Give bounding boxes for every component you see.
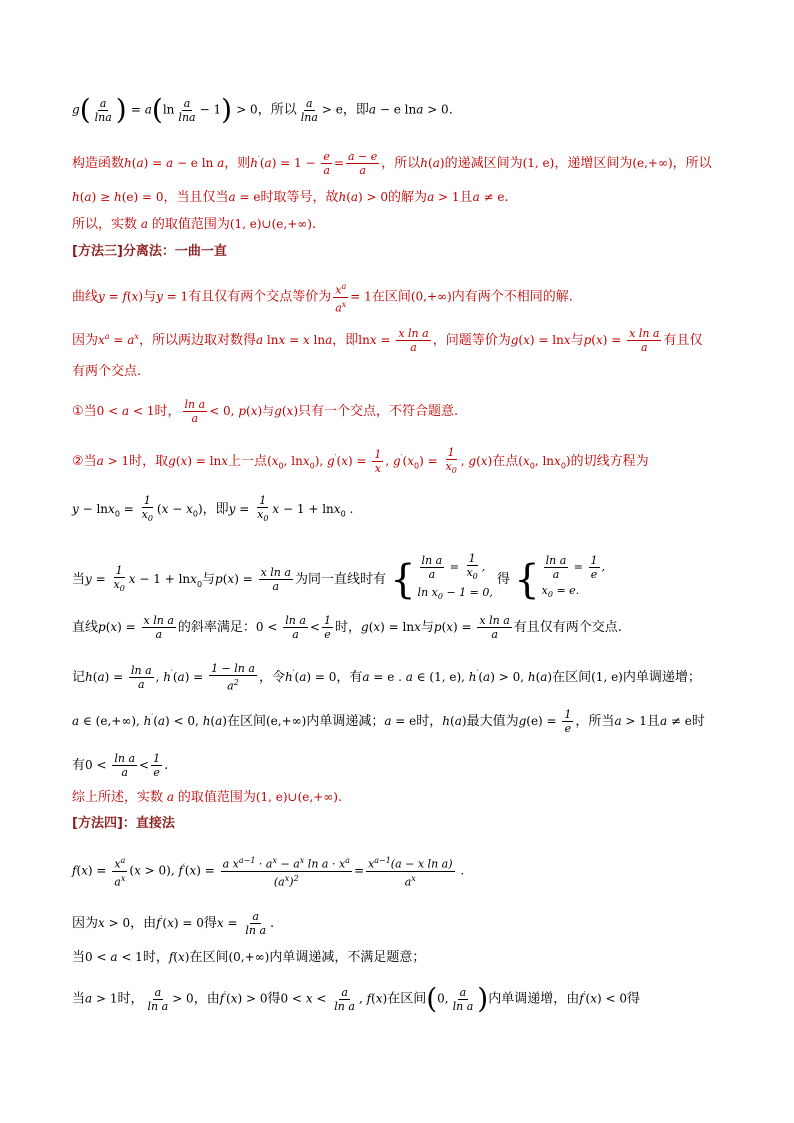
text-segment: ，则 (224, 156, 251, 171)
text-segment: 内单调递增，由 (488, 991, 580, 1007)
text-segment: 当 (83, 404, 97, 419)
text-segment: ，所当 (575, 714, 615, 729)
text-segment: 在区间 (189, 950, 229, 965)
text-segment: 当 (83, 454, 97, 470)
text-segment: . (164, 758, 169, 773)
text-segment: . (337, 790, 343, 805)
text-segment: 有且仅有两个交点等价为 (188, 289, 332, 305)
text-segment: 构造函数 (72, 156, 125, 171)
text-segment: 得 (203, 916, 217, 931)
text-segment: 得 (267, 991, 281, 1007)
text-segment: ，问题等价为 (432, 333, 511, 348)
text-segment: 当 (72, 991, 86, 1007)
text-segment: 有两个交点. (72, 364, 142, 379)
equation-line-17: 综上所述，实数 a 的取值范围为(1, e)∪(e,+∞). (72, 790, 343, 805)
text-segment: 最大值为 (466, 714, 519, 729)
heading-text: [方法三]分离法：一曲一直 (72, 244, 227, 259)
equation-line-13: 直线p(x) = $\frac{\text{x ln a}}{a}$ 的斜率满足：0 < $\frac{\text{ln a}}{a}$ < $\frac{1}{e}$ 时，g(x) = lnx与p(x) = $\frac{\text{x ln a}}{a}$ 有且仅有两个交点. (72, 614, 622, 641)
equation-line-19: f(x) = $\frac{x^a}{a^x}$ (x > 0), f′(x) = $\frac{a x^{a-1} \cdot a^x - a^x \ln a \cdot x^a}{(a^x)^2}$ = $\frac{x^{a-1}(a - x \ln a)}{a^x}$ . (72, 856, 465, 889)
text-segment: 时， (334, 620, 361, 635)
text-segment: 综上所述，实数 (72, 790, 164, 805)
text-segment: ，由 (130, 916, 157, 931)
text-segment: 时， (117, 991, 144, 1007)
text-segment: 内单调递减，不满足题意； (269, 950, 426, 965)
text-segment: 当 (72, 950, 86, 965)
equation-line-15: a ∈ (e,+∞), h′(a) < 0, h(a)在区间(e,+∞)内单调递减；a = e时，h(a)最大值为g(e) = $\frac{1}{e}$ ，所当a > 1且a ≠ e时 (72, 708, 705, 735)
equation-line-21: 当0 < a < 1时，f(x)在区间(0,+∞)内单调递减，不满足题意； (72, 950, 426, 965)
text-segment: ，即 (342, 102, 369, 118)
text-segment: 时， (142, 950, 169, 965)
text-segment: 的解为 (388, 190, 428, 205)
text-segment: ，所以 (257, 102, 297, 118)
text-segment: ，所以两边取对数得 (138, 333, 256, 348)
equation-line-3: h(a) ≥ h(e) = 0，当且仅当a = e时取等号，故h(a) > 0的解为a > 1且a ≠ e. (72, 190, 509, 205)
section-heading-method-3 (72, 243, 227, 261)
text-segment: 时 (691, 714, 705, 729)
circled-number: ② (72, 454, 84, 470)
text-segment: . (448, 102, 453, 118)
text-segment: . (311, 217, 317, 232)
equation-line-4: 所以，实数 a 的取值范围为(1, e)∪(e,+∞). (72, 217, 317, 232)
equation-line-9: ①当0 < a < 1时， $\frac{\text{ln a}}{a}$ < 0, p(x)与g(x)只有一个交点，不符合题意. (72, 398, 459, 425)
heading-text: [方法四]：直接法 (72, 816, 175, 831)
equation-system-2: { $\frac{\text{ln a}}{a}$ = $\frac{1}{e}$ , $x_0 = e$. (514, 554, 606, 603)
equation-line-1: g( $\frac{a}{\ln a}$ ) = a(ln $\frac{a}{\ln a}$ − 1) > 0，所以 $\frac{a}{\ln a}$ > e，即a − e lna > 0. (72, 93, 453, 126)
text-segment: 且 (646, 714, 660, 729)
text-segment: 因为 (72, 916, 99, 931)
text-segment: 所以，实数 (72, 217, 138, 232)
equation-line-7: 因为$x^a = a^x$，所以两边取对数得a lnx = x lna，即lnx = $\frac{\text{x ln a}}{a}$ ，问题等价为g(x) = lnx与p(x) = $\frac{\text{x ln a}}{a}$ 有且仅 (72, 327, 703, 354)
text-segment: 因为 (72, 333, 99, 348)
text-segment: 与 (202, 572, 216, 588)
equation-line-14: 记h(a) = $\frac{\text{ln a}}{a}$ , h′(a) = $\frac{\text{1 − ln a}}{a^2}$ ，令h′(a) = 0，有a = e . a ∈ (1, e), h′(a) > 0, h(a)在区间(1, e)内单调递增； (72, 662, 701, 693)
equation-line-10: ②当a > 1时，取g(x) = lnx上一点($x_0$, lnx$_0$), g′(x) = $\frac{1}{x}$ , $g'(x_0)$ = $\frac{1}{x_0}$ , g(x)在点($x_0$, lnx$_0$)的切线方程为 (72, 446, 649, 476)
text-segment: 有且仅有两个交点. (513, 620, 622, 635)
text-segment: 与 (143, 289, 157, 305)
text-segment: 与 (420, 620, 434, 635)
text-segment: ，所以 (672, 156, 712, 171)
text-segment: ，递增区间为 (554, 156, 633, 171)
text-segment: 为同一直线时有 (294, 572, 386, 588)
equation-line-8 (72, 363, 141, 381)
equation-line-16: 有0 < $\frac{\text{ln a}}{a}$ < $\frac{1}{e}$ . (72, 752, 169, 779)
text-segment: 只有一个交点，不符合题意. (298, 404, 459, 419)
text-segment: 有 (72, 758, 86, 773)
text-segment: 当 (72, 572, 86, 588)
text-segment: 上一点 (228, 454, 268, 470)
text-segment: 在点 (492, 454, 519, 470)
text-segment: . (504, 190, 509, 205)
text-segment: ，即 (202, 502, 229, 518)
text-segment: 的切线方程为 (570, 454, 649, 470)
text-segment: 且 (459, 190, 473, 205)
equation-line-2: 构造函数h(a) = a − e ln a，则h′(a) = 1 − $\frac{e}{a}$ = $\frac{a - e}{a}$ ，所以h(a)的递减区间为(1, e)，递增区间为(e,+∞)，所以 (72, 150, 712, 177)
text-segment: 时取等号，故 (260, 190, 339, 205)
equation-line-11: y − lnx$_0$ = $\frac{1}{x_0}$ $(x - x_0)$，即y = $\frac{1}{x_0}$ x − 1 + lnx$_0$ . (72, 494, 354, 524)
text-segment: 得 (626, 991, 640, 1007)
text-segment: 内单调递减； (306, 714, 385, 729)
text-segment: 内有两个不相同的解. (451, 289, 573, 305)
text-segment: ，当且仅当 (163, 190, 229, 205)
text-segment: ，有 (336, 669, 363, 685)
equation-line-12: 当y = $\frac{1}{x_0}$ x − 1 + lnx$_0$与p(x) = $\frac{\text{x ln a}}{a}$ 为同一直线时有 { $\frac{\text{ln a}}{a}$ = $\frac{1}{x_0}$ , $\ln x_0 - 1 = 0$, 得 { $\frac{\text{ln a}}{a}$ = $\frac{1}{e}$ , $x_0 = e$. (72, 552, 605, 607)
text-segment: ，令 (258, 669, 285, 685)
text-segment: 的取值范围为 (151, 217, 230, 232)
text-segment: 内单调递增； (622, 669, 701, 685)
text-segment: . (270, 916, 275, 931)
text-segment: 的斜率满足： (177, 620, 256, 635)
text-segment: ，所以 (381, 156, 421, 171)
text-segment: 的取值范围为 (177, 790, 256, 805)
equation-line-20: 因为x > 0，由f′(x) = 0得x = $\frac{a}{\text{ln a}}$ . (72, 910, 275, 937)
equation-line-22: 当a > 1时， $\frac{a}{\text{ln a}}$ > 0，由f′(x) > 0得0 < x < $\frac{a}{\text{ln a}}$ , f(x)在区间(0, $\frac{a}{\text{ln a}}$ )内单调递增，由f′(x) < 0得 (72, 982, 640, 1015)
text-segment: 的递减区间为 (444, 156, 523, 171)
equation-line-6: 曲线y = f(x)与y = 1有且仅有两个交点等价为 $\frac{x^a}{a^x}$ = 1在区间(0,+∞)内有两个不相同的解. (72, 282, 573, 315)
circled-number: ① (72, 404, 84, 419)
text-segment: 时， (416, 714, 443, 729)
section-heading-method-4 (72, 815, 175, 833)
text-segment: 在区间 (387, 991, 427, 1007)
text-segment: 与 (570, 333, 584, 348)
text-segment: 记 (72, 669, 86, 685)
text-segment: ，即 (332, 333, 359, 348)
text-segment: 时，取 (129, 454, 169, 470)
text-segment: 得 (497, 572, 511, 588)
text-segment: 在区间 (226, 714, 266, 729)
text-segment: 曲线 (72, 289, 99, 305)
text-segment: 有且仅 (663, 333, 703, 348)
text-segment: ，由 (193, 991, 220, 1007)
text-segment: 在区间 (552, 669, 592, 685)
text-segment: 在区间 (371, 289, 411, 305)
equation-system-1: { $\frac{\text{ln a}}{a}$ = $\frac{1}{x_0}$ , $\ln x_0 - 1 = 0$, (390, 552, 493, 603)
text-segment: 时， (154, 404, 181, 419)
text-segment: 直线 (72, 620, 99, 635)
